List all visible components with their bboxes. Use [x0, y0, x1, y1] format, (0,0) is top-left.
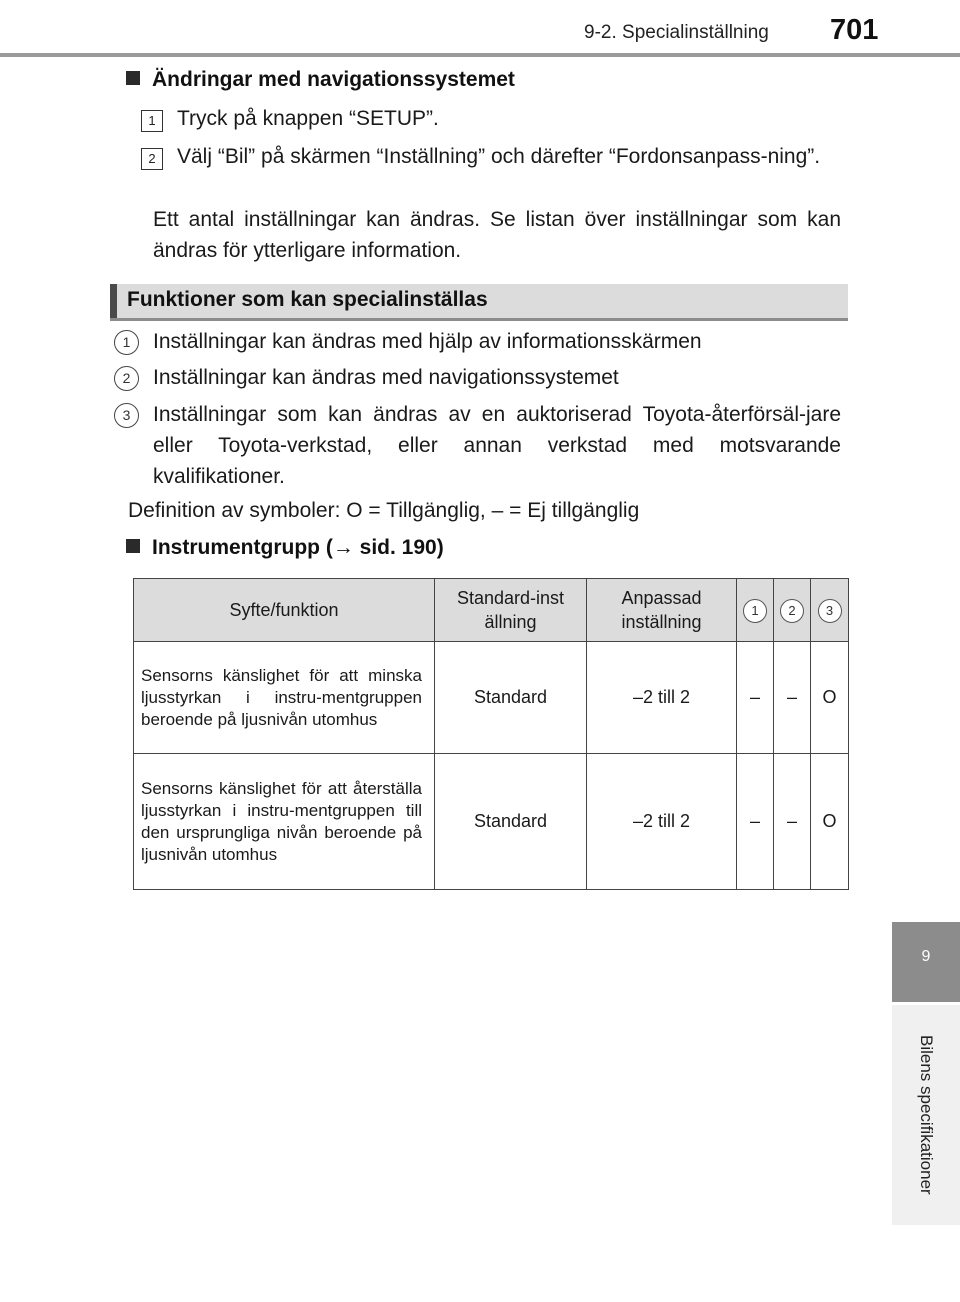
header-rule	[0, 53, 960, 57]
page-number: 701	[830, 14, 879, 46]
header-col-3	[811, 579, 849, 642]
header-circle-1: 1	[743, 599, 767, 623]
header-custom-text: Anpassad inställning	[621, 588, 702, 632]
chapter-title-label	[892, 1005, 960, 1225]
table-row	[134, 642, 849, 754]
step-number-2: 2	[141, 148, 163, 170]
functions-section-bar	[110, 284, 848, 321]
header-standard-text: Standard-inställning	[456, 588, 565, 632]
step-text-2: Välj “Bil” på skärmen “Inställning” och därefter “Fordonsanpass-ning”.	[177, 145, 821, 168]
row-1-custom: –2 till 2	[587, 642, 737, 754]
row-1-col-1: –	[737, 642, 774, 754]
function-number-3: 3	[114, 403, 139, 428]
section-bar-accent	[110, 284, 117, 318]
functions-section-title: Funktioner som kan specialinställas	[127, 288, 488, 311]
table-header-row	[134, 579, 849, 642]
symbol-definition: Definition av symboler: O = Tillgänglig, – = Ej tillgänglig	[128, 499, 640, 522]
function-number-1: 1	[114, 330, 139, 355]
row-2-standard: Standard	[435, 754, 587, 890]
function-text-2: Inställningar kan ändras med navigationssystemet	[153, 366, 619, 389]
table-row	[134, 754, 849, 890]
row-1-col-3: O	[811, 642, 849, 754]
nav-section-title: Ändringar med navigationssystemet	[152, 68, 515, 91]
instrument-heading	[126, 536, 444, 560]
chapter-title: Bilens specifikationer	[917, 1035, 936, 1195]
header-col-2	[774, 579, 811, 642]
header-col-1	[737, 579, 774, 642]
nav-note: Ett antal inställningar kan ändras. Se listan över inställningar som kan ändras för ytterligare information.	[153, 208, 841, 262]
row-2-col-2: –	[774, 754, 811, 890]
step-number-1: 1	[141, 110, 163, 132]
arrow-right-icon: →	[332, 536, 354, 559]
row-2-col-3: O	[811, 754, 849, 890]
row-1-col-2: –	[774, 642, 811, 754]
row-1-standard: Standard	[435, 642, 587, 754]
function-text-1: Inställningar kan ändras med hjälp av informationsskärmen	[153, 330, 702, 353]
function-number-2: 2	[114, 366, 139, 391]
instrument-settings-table	[133, 578, 849, 890]
header-custom	[587, 579, 737, 642]
function-text-3: Inställningar som kan ändras av en auktoriserad Toyota-återförsäl-jare eller Toyota-verkstad, eller annan verkstad med motsvarande kvalifikationer.	[153, 403, 841, 488]
row-1-purpose: Sensorns känslighet för att minska ljusstyrkan i instru-mentgruppen beroende på ljusnivån utomhus	[134, 642, 435, 754]
row-2-col-1: –	[737, 754, 774, 890]
header-circle-3: 3	[818, 599, 842, 623]
instrument-title: Instrumentgrupp (	[152, 536, 333, 559]
header-purpose: Syfte/funktion	[134, 579, 435, 642]
chapter-number-tab: 9	[892, 922, 960, 1002]
instrument-page-ref: sid. 190)	[353, 536, 444, 559]
square-bullet-icon	[126, 539, 140, 553]
header-circle-2: 2	[780, 599, 804, 623]
row-2-purpose: Sensorns känslighet för att återställa ljusstyrkan i instru-mentgruppen till den ursprungliga nivån beroende på ljusnivån utomhus	[134, 754, 435, 890]
nav-section-heading	[126, 68, 515, 92]
square-bullet-icon	[126, 71, 140, 85]
step-text-1: Tryck på knappen “SETUP”.	[177, 107, 439, 130]
row-2-custom: –2 till 2	[587, 754, 737, 890]
running-header-section: 9-2. Specialinställning	[584, 22, 769, 43]
header-standard	[435, 579, 587, 642]
